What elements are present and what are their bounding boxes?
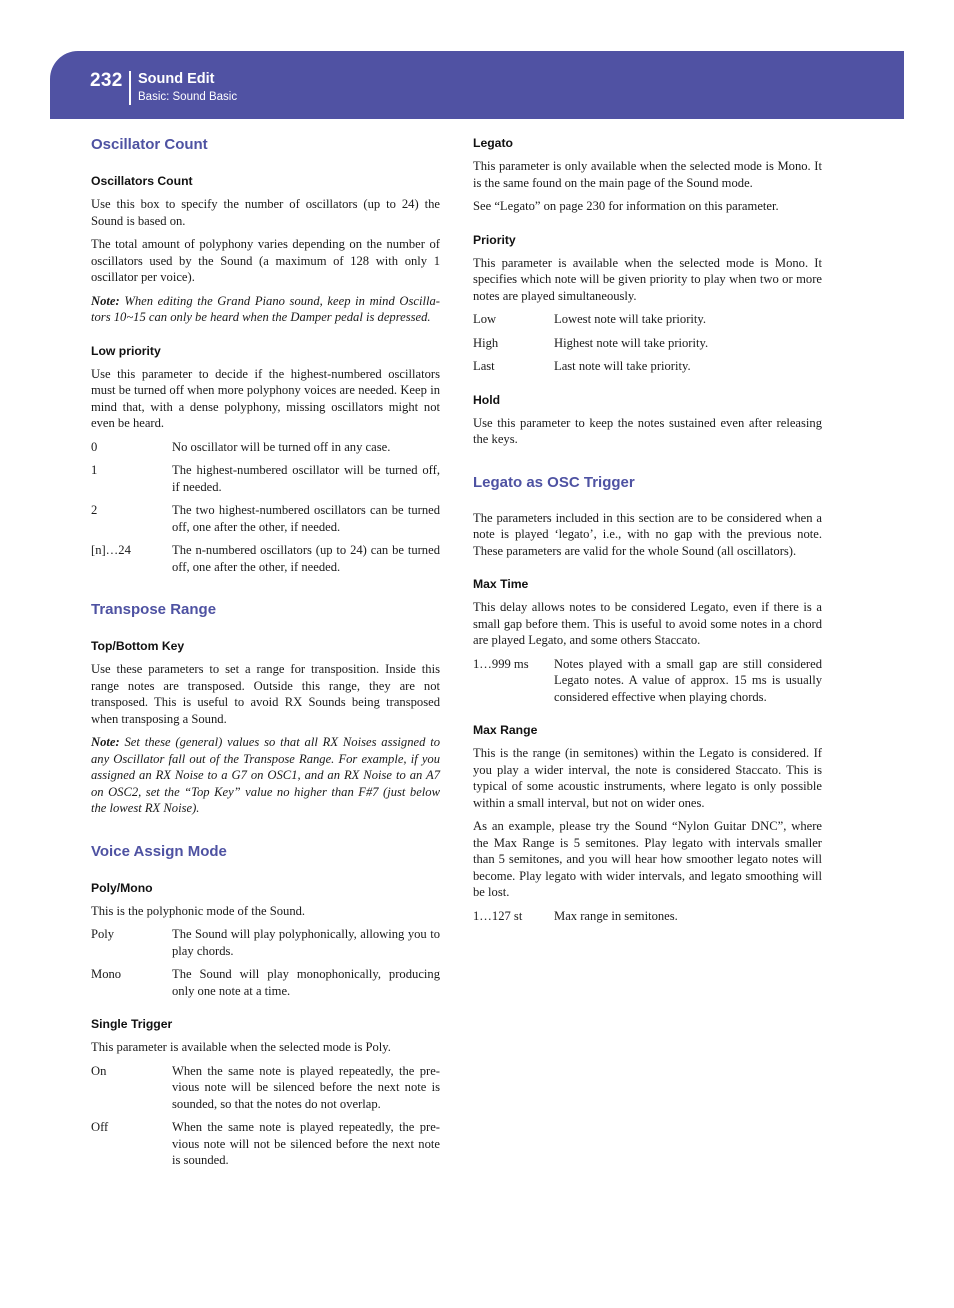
param-value: When the same note is played repeatedly, the previous note will not be silenced before the next note is sounded. xyxy=(172,1120,440,1167)
param-value: No oscillator will be turned off in any case. xyxy=(172,439,391,454)
sub-priority: Priority xyxy=(473,232,516,247)
paragraph: See “Legato” on page 230 for information on this parameter. xyxy=(473,199,779,213)
param-key: High xyxy=(473,335,499,350)
param-row xyxy=(91,502,440,535)
param-row xyxy=(473,335,822,352)
sub-legato: Legato xyxy=(473,136,513,150)
paragraph: This parameter is only available when the selected mode is Mono. It is the same found on the main page of the Sound mode. xyxy=(473,159,822,190)
right-column xyxy=(473,134,822,931)
note-text: Set these (general) values so that all RX Noises assigned to any Oscillator fall out of the Transpose Range. For example, if you assigned an RX Noise to a G7 on OSC1, and an RX Noise to an A7 on OSC2, set the “Top Key” value no higher than F#7 (just below the lowest RX Noise). xyxy=(91,735,440,815)
param-value: The Sound will play monophonically, producing only one note at a time. xyxy=(172,967,440,998)
param-row xyxy=(473,656,822,706)
param-row xyxy=(91,1063,440,1113)
paragraph: This parameter is available when the selected mode is Poly. xyxy=(91,1040,391,1054)
note-text: When editing the Grand Piano sound, keep in mind Oscillators 10~15 can only be heard when the Damper pedal is depressed. xyxy=(91,293,440,324)
param-value: The n-numbered oscillators (up to 24) can be turned off, one after the other, if needed. xyxy=(172,543,440,574)
paragraph: As an example, please try the Sound “Nylon Guitar DNC”, where the Max Range is 5 semitones. Play legato with intervals smaller than 5 semitones, and you will hear how smoother legato notes will become. Play legato with wider intervals, and legato smoothing will be lost. xyxy=(473,819,822,899)
paragraph: The total amount of polyphony varies depending on the number of oscillators used by the Sound (a maximum of 128 with only 1 oscillator per voice). xyxy=(91,237,440,284)
param-key: 1…127 st xyxy=(473,908,523,923)
sub-low-priority: Low priority xyxy=(91,343,161,358)
paragraph: The parameters included in this section are to be considered when a note is played ‘legato’, i.e., with no gap with the previous note. These parameters are valid for the whole Sound (all oscillators). xyxy=(473,510,822,558)
param-key: 0 xyxy=(91,439,98,454)
sub-hold: Hold xyxy=(473,392,501,407)
page-header xyxy=(50,51,904,119)
heading-legato-osc-trigger: Legato as OSC Trigger xyxy=(473,473,635,491)
paragraph: Use this box to specify the number of oscillators (up to 24) the Sound is based on. xyxy=(91,197,440,228)
note-label: Note: xyxy=(91,293,120,308)
param-row xyxy=(91,462,440,495)
param-value: Max range in semitones. xyxy=(554,908,678,923)
param-key: 1 xyxy=(91,463,98,477)
page-number: 232 xyxy=(90,70,123,91)
param-value: Notes played with a small gap are still considered Legato notes. A value of approx. 15 ms is usually considered effective when playing chords. xyxy=(554,656,822,704)
param-key: [n]…24 xyxy=(91,543,131,557)
param-row xyxy=(91,966,440,999)
paragraph: This is the range (in semitones) within the Legato is considered. If you play a wider interval, the note is considered Staccato. This is typical of some acoustic instruments, where legato is only possible within a small interval, but not on wider ones. xyxy=(473,746,822,810)
param-key: Low xyxy=(473,312,497,326)
paragraph: Use this parameter to keep the notes sustained even after releasing the keys. xyxy=(473,415,822,446)
param-row xyxy=(91,926,440,959)
sub-top-bottom-key: Top/Bottom Key xyxy=(91,639,185,653)
heading-voice-assign-mode: Voice Assign Mode xyxy=(91,842,227,860)
paragraph: This delay allows notes to be considered Legato, even if there is a small gap before them. This is useful to avoid some notes in a chord are played Legato, and some others Staccato. xyxy=(473,600,822,647)
paragraph: This parameter is available when the selected mode is Mono. It specifies which note will be given priority to play when two or more notes are played simultaneously. xyxy=(473,255,822,303)
param-value: Lowest note will take priority. xyxy=(554,312,707,326)
param-key: On xyxy=(91,1063,107,1078)
param-row xyxy=(473,358,822,375)
sub-poly-mono: Poly/Mono xyxy=(91,880,153,895)
param-key: 2 xyxy=(91,503,98,517)
heading-transpose-range: Transpose Range xyxy=(91,601,217,618)
param-key: Off xyxy=(91,1120,109,1134)
paragraph: Use this parameter to decide if the highest-numbered oscillators must be turned off when more polyphony voices are needed. Keep in mind that, with a dense polyphony, missing oscillators might not even be heard. xyxy=(91,366,440,430)
param-value: Last note will take priority. xyxy=(554,359,691,373)
paragraph: This is the polyphonic mode of the Sound. xyxy=(91,903,306,918)
param-row xyxy=(91,542,440,575)
note-paragraph xyxy=(91,734,440,817)
left-column xyxy=(91,134,440,1176)
param-key: Poly xyxy=(91,927,115,941)
paragraph: Use these parameters to set a range for transposition. Inside this range notes are transposed. Outside this range, they are not transposed. This is useful to avoid RX Sounds being transposed when transposing a Sound. xyxy=(91,662,440,726)
header-divider xyxy=(129,71,131,105)
param-key: Mono xyxy=(91,967,122,981)
param-row xyxy=(91,1119,440,1169)
param-row xyxy=(91,439,440,456)
chapter-title: Sound Edit xyxy=(138,71,215,87)
param-value: The two highest-numbered oscillators can be turned off, one after the other, if needed. xyxy=(172,503,440,534)
param-key: 1…999 ms xyxy=(473,656,529,671)
param-value: The Sound will play polyphonically, allowing you to play chords. xyxy=(172,927,440,958)
param-value: When the same note is played repeatedly, the previous note will be silenced before the next note is sounded, so that the notes do not overlap. xyxy=(172,1063,440,1111)
section-subtitle: Basic: Sound Basic xyxy=(138,91,238,103)
param-row xyxy=(473,311,822,328)
sub-single-trigger: Single Trigger xyxy=(91,1017,173,1031)
note-paragraph xyxy=(91,293,440,326)
param-value: The highest-numbered oscillator will be turned off, if needed. xyxy=(172,463,440,494)
sub-max-time: Max Time xyxy=(473,577,529,591)
param-value: Highest note will take priority. xyxy=(554,335,709,350)
heading-oscillator-count: Oscillator Count xyxy=(91,136,208,153)
sub-oscillators-count: Oscillators Count xyxy=(91,174,193,188)
sub-max-range: Max Range xyxy=(473,723,538,737)
param-key: Last xyxy=(473,359,495,373)
note-label: Note: xyxy=(91,735,120,749)
param-row xyxy=(473,908,822,925)
